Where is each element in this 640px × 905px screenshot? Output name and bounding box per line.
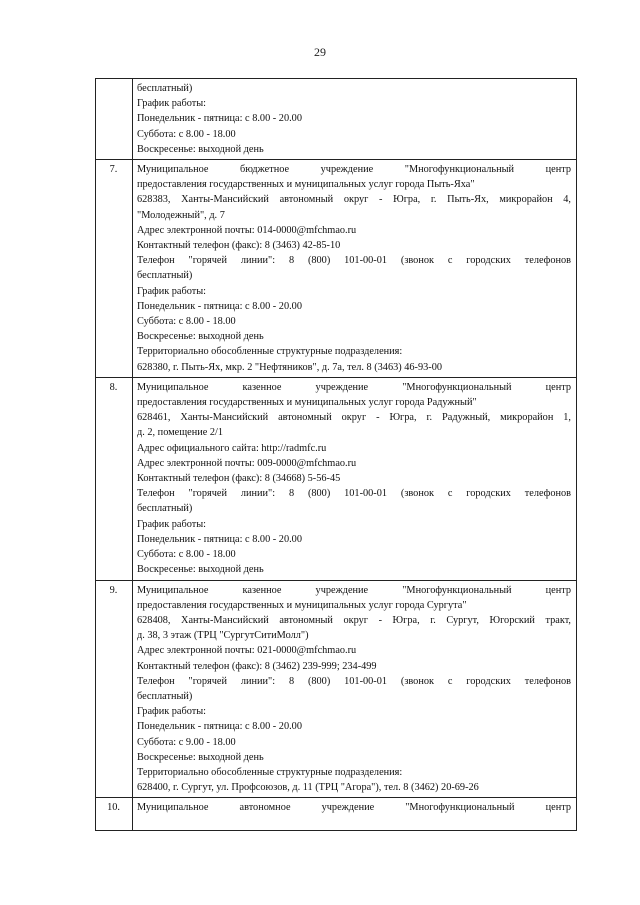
detail-line: д. 38, 3 этаж (ТРЦ "СургутСитиМолл") — [137, 630, 309, 642]
office-details-cell — [133, 160, 577, 378]
row-number: 10. — [96, 798, 133, 831]
office-details — [137, 800, 571, 815]
detail-line: бесплатный) — [137, 690, 193, 702]
detail-line: Муниципальное автономное учреждение "Многофункциональный центр — [137, 802, 571, 814]
row-number: 8. — [96, 377, 133, 580]
detail-line: предоставления государственных и муниципальных услуг города Пыть-Яха" — [137, 179, 475, 191]
detail-line: бесплатный) — [137, 270, 193, 282]
detail-line: Понедельник - пятница: с 8.00 - 20.00 — [137, 721, 302, 733]
detail-line: Телефон "горячей линии": 8 (800) 101-00-01 (звонок с городских телефонов — [137, 675, 571, 687]
detail-line: Воскресенье: выходной день — [137, 143, 264, 155]
office-details-cell — [133, 377, 577, 580]
office-details-cell — [133, 580, 577, 798]
table-row — [96, 377, 577, 580]
detail-line: Территориально обособленные структурные подразделения: — [137, 346, 403, 358]
detail-line: Контактный телефон (факс): 8 (3462) 239-999; 234-499 — [137, 660, 377, 672]
detail-line: "Молодежный", д. 7 — [137, 209, 225, 221]
detail-line: Воскресенье: выходной день — [137, 331, 264, 343]
detail-line: График работы: — [137, 98, 207, 110]
detail-line: 628408, Ханты-Мансийский автономный округ - Югра, г. Сургут, Югорский тракт, — [137, 614, 571, 626]
detail-line: 628461, Ханты-Мансийский автономный округ - Югра, г. Радужный, микрорайон 1, — [137, 412, 571, 424]
detail-line: предоставления государственных и муниципальных услуг города Сургута" — [137, 599, 467, 611]
table-row — [96, 79, 577, 160]
office-details — [137, 81, 571, 157]
detail-line: Территориально обособленные структурные подразделения: — [137, 766, 403, 778]
detail-line: Муниципальное казенное учреждение "Многофункциональный центр — [137, 584, 571, 596]
detail-line: Адрес электронной почты: 014-0000@mfchmao.ru — [137, 224, 357, 236]
detail-line: Контактный телефон (факс): 8 (34668) 5-56-45 — [137, 473, 341, 485]
detail-line: Суббота: с 8.00 - 18.00 — [137, 128, 236, 140]
table-row — [96, 160, 577, 378]
detail-line: График работы: — [137, 518, 207, 530]
detail-line: Адрес официального сайта: http://radmfc.ru — [137, 442, 327, 454]
detail-line: бесплатный) — [137, 503, 193, 515]
detail-line: бесплатный) — [137, 83, 193, 94]
detail-line: Телефон "горячей линии": 8 (800) 101-00-01 (звонок с городских телефонов — [137, 255, 571, 267]
detail-line: 628383, Ханты-Мансийский автономный округ - Югра, г. Пыть-Ях, микрорайон 4, — [137, 194, 571, 206]
detail-line: График работы: — [137, 706, 207, 718]
detail-line: Телефон "горячей линии": 8 (800) 101-00-01 (звонок с городских телефонов — [137, 488, 571, 500]
office-details — [137, 162, 571, 375]
table-row — [96, 798, 577, 831]
row-number: 9. — [96, 580, 133, 798]
detail-line: График работы: — [137, 285, 207, 297]
detail-line: 628400, г. Сургут, ул. Профсоюзов, д. 11 (ТРЦ "Агора"), тел. 8 (3462) 20-69-26 — [137, 782, 479, 794]
mfc-offices-table — [95, 78, 577, 831]
detail-line: Адрес электронной почты: 021-0000@mfchmao.ru — [137, 645, 357, 657]
row-number: 7. — [96, 160, 133, 378]
office-details — [137, 380, 571, 578]
detail-line: Воскресенье: выходной день — [137, 564, 264, 576]
detail-line: д. 2, помещение 2/1 — [137, 427, 224, 439]
detail-line: Понедельник - пятница: с 8.00 - 20.00 — [137, 113, 302, 125]
detail-line: Понедельник - пятница: с 8.00 - 20.00 — [137, 533, 302, 545]
table-row — [96, 580, 577, 798]
office-details-cell — [133, 798, 577, 831]
detail-line: Суббота: с 8.00 - 18.00 — [137, 549, 236, 561]
page-number: 29 — [314, 45, 326, 59]
detail-line: предоставления государственных и муниципальных услуг города Радужный" — [137, 397, 477, 409]
office-details — [137, 583, 571, 796]
detail-line: Суббота: с 9.00 - 18.00 — [137, 736, 236, 748]
detail-line: 628380, г. Пыть-Ях, мкр. 2 "Нефтяников", д. 7а, тел. 8 (3463) 46-93-00 — [137, 361, 443, 373]
detail-line: Воскресенье: выходной день — [137, 751, 264, 763]
detail-line: Адрес электронной почты: 009-0000@mfchmao.ru — [137, 457, 357, 469]
row-number — [96, 79, 133, 160]
detail-line: Понедельник - пятница: с 8.00 - 20.00 — [137, 300, 302, 312]
detail-line: Муниципальное бюджетное учреждение "Многофункциональный центр — [137, 164, 571, 176]
detail-line: Суббота: с 8.00 - 18.00 — [137, 316, 236, 328]
detail-line: Контактный телефон (факс): 8 (3463) 42-85-10 — [137, 240, 341, 252]
detail-line: Муниципальное казенное учреждение "Многофункциональный центр — [137, 381, 571, 393]
office-details-cell — [133, 79, 577, 160]
